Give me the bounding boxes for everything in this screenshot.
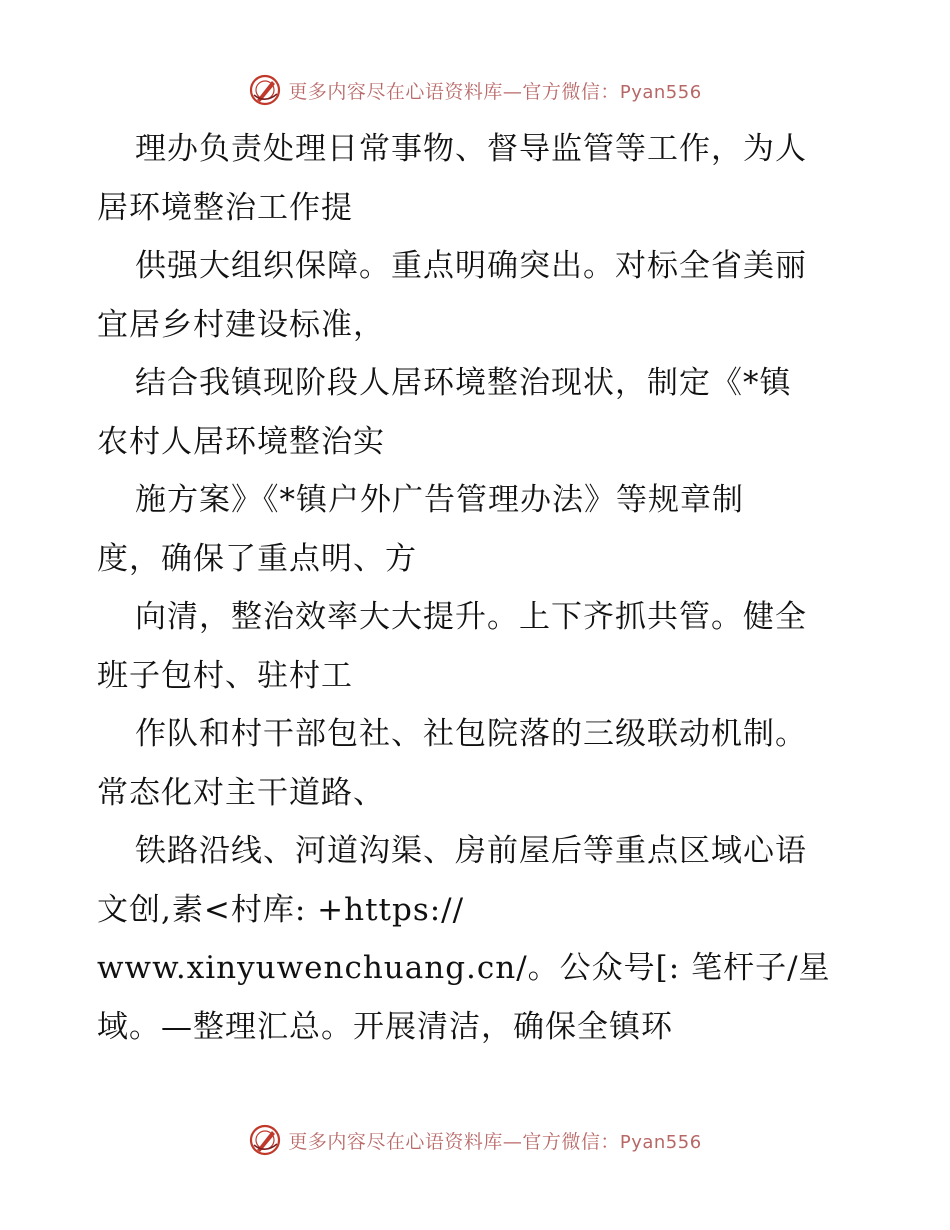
text-line: 结合我镇现阶段人居环境整治现状，制定《*镇 — [135, 365, 792, 401]
quill-seal-icon — [248, 1123, 282, 1157]
text-line: 铁路沿线、河道沟渠、房前屋后等重点区域心语 — [135, 833, 807, 869]
quill-seal-icon — [248, 73, 282, 107]
text-line: 宜居乡村建设标准， — [97, 306, 385, 343]
header-banner-text: 更多内容尽在心语资料库—官方微信：Pyan556 — [288, 80, 702, 103]
document-body — [97, 120, 867, 1056]
text-line: 常态化对主干道路、 — [97, 774, 385, 811]
footer-banner-text: 更多内容尽在心语资料库—官方微信：Pyan556 — [288, 1130, 702, 1153]
text-line: 供强大组织保障。重点明确突出。对标全省美丽 — [135, 248, 807, 284]
text-line: 班子包村、驻村工 — [97, 657, 353, 694]
text-line: 理办负责处理日常事物、督导监管等工作，为人 — [135, 131, 807, 167]
text-line: www.xinyuwenchuang.cn/。公众号[: 笔杆子/星 — [97, 950, 831, 986]
header-banner — [0, 70, 950, 110]
text-line: 农村人居环境整治实 — [97, 423, 385, 460]
text-line: 度，确保了重点明、方 — [97, 540, 417, 577]
text-line: 居环境整治工作提 — [97, 189, 353, 226]
text-line: 施方案》《*镇户外广告管理办法》等规章制 — [135, 482, 744, 518]
text-line: 向清，整治效率大大提升。上下齐抓共管。健全 — [135, 599, 807, 635]
text-line: 域。—整理汇总。开展清洁，确保全镇环 — [97, 1008, 673, 1045]
text-line: 文创,素<村库: +https:// — [97, 891, 465, 928]
footer-banner — [0, 1120, 950, 1160]
text-line: 作队和村干部包社、社包院落的三级联动机制。 — [135, 716, 807, 752]
